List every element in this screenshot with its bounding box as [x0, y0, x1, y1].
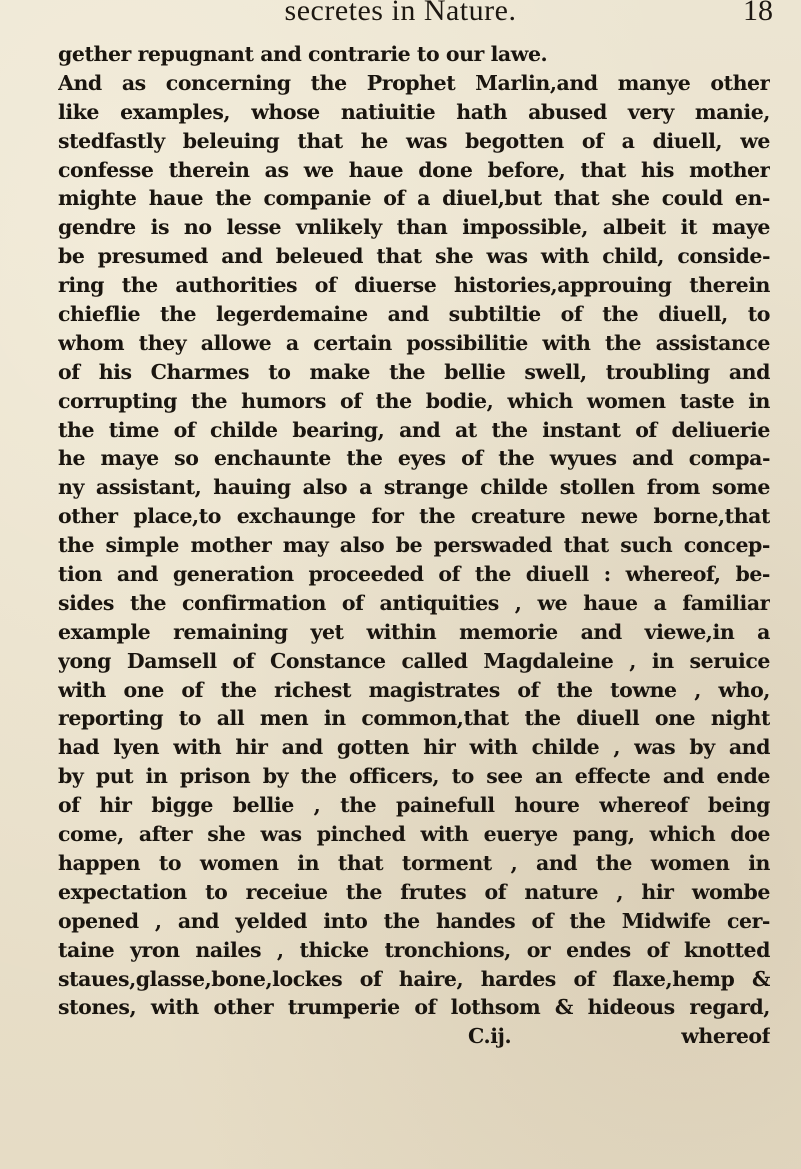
- catchline: [58, 1022, 770, 1051]
- text-line: yong Damsell of Constance called Magdaleine , in seruice: [58, 648, 770, 673]
- text-line: And as concerning the Prophet Marlin,and manye other: [58, 70, 770, 95]
- text-line: come, after she was pinched with euerye pang, which doe: [58, 822, 770, 847]
- text-line: expectation to receiue the frutes of nature , hir wombe: [58, 879, 770, 904]
- text-line: stones, with other trumperie of lothsom & hideous regard,: [58, 995, 770, 1020]
- running-head: [0, 0, 801, 30]
- text-line: other place,to exchaunge for the creature newe borne,that: [58, 504, 770, 529]
- text-line: tion and generation proceeded of the diuell : whereof, be-: [58, 562, 770, 587]
- page-number: 18: [743, 0, 773, 27]
- text-line: of hir bigge bellie , the painefull houre whereof being: [58, 793, 770, 818]
- text-line: the simple mother may also be perswaded that such concep-: [58, 533, 770, 558]
- text-line: confesse therein as we haue done before, that his mother: [58, 157, 770, 182]
- text-line: gether repugnant and contrarie to our lawe.: [58, 42, 548, 66]
- text-line: whom they allowe a certain possibilitie with the assistance: [58, 330, 770, 355]
- text-line: ny assistant, hauing also a strange childe stollen from some: [58, 475, 770, 500]
- text-line: with one of the richest magistrates of the towne , who,: [58, 677, 770, 702]
- text-line: opened , and yelded into the handes of the Midwife cer-: [58, 908, 770, 933]
- text-line: the time of childe bearing, and at the instant of deliuerie: [58, 417, 770, 442]
- text-line: happen to women in that torment , and the women in: [58, 850, 770, 875]
- signature-mark: C.ij.: [468, 1024, 512, 1049]
- body-text: [58, 40, 770, 1051]
- text-line: ring the authorities of diuerse histories,approuing therein: [58, 273, 770, 298]
- text-line: of his Charmes to make the bellie swell, troubling and: [58, 359, 770, 384]
- text-line: like examples, whose natiuitie hath abused very manie,: [58, 99, 770, 124]
- text-line: chieflie the legerdemaine and subtiltie of the diuell, to: [58, 302, 770, 327]
- text-line: be presumed and beleued that she was with child, conside-: [58, 244, 770, 269]
- text-line: sides the confirmation of antiquities , we haue a familiar: [58, 590, 770, 615]
- text-line: by put in prison by the officers, to see an effecte and ende: [58, 764, 770, 789]
- text-line: example remaining yet within memorie and viewe,in a: [58, 619, 770, 644]
- text-line: taine yron nailes , thicke tronchions, or endes of knotted: [58, 937, 770, 962]
- text-line: staues,glasse,bone,lockes of haire, hardes of flaxe,hemp &: [58, 966, 770, 991]
- text-line: mighte haue the companie of a diuel,but that she could en-: [58, 186, 770, 211]
- text-line: he maye so enchaunte the eyes of the wyues and compa-: [58, 446, 770, 471]
- text-line: had lyen with hir and gotten hir with childe , was by and: [58, 735, 770, 760]
- text-line: gendre is no lesse vnlikely than impossible, albeit it maye: [58, 215, 770, 240]
- text-line: stedfastly beleuing that he was begotten of a diuell, we: [58, 128, 770, 153]
- running-title: secretes in Nature.: [284, 0, 517, 27]
- text-line: corrupting the humors of the bodie, which women taste in: [58, 388, 770, 413]
- catchword: whereof: [681, 1024, 770, 1049]
- text-line: reporting to all men in common,that the diuell one night: [58, 706, 770, 731]
